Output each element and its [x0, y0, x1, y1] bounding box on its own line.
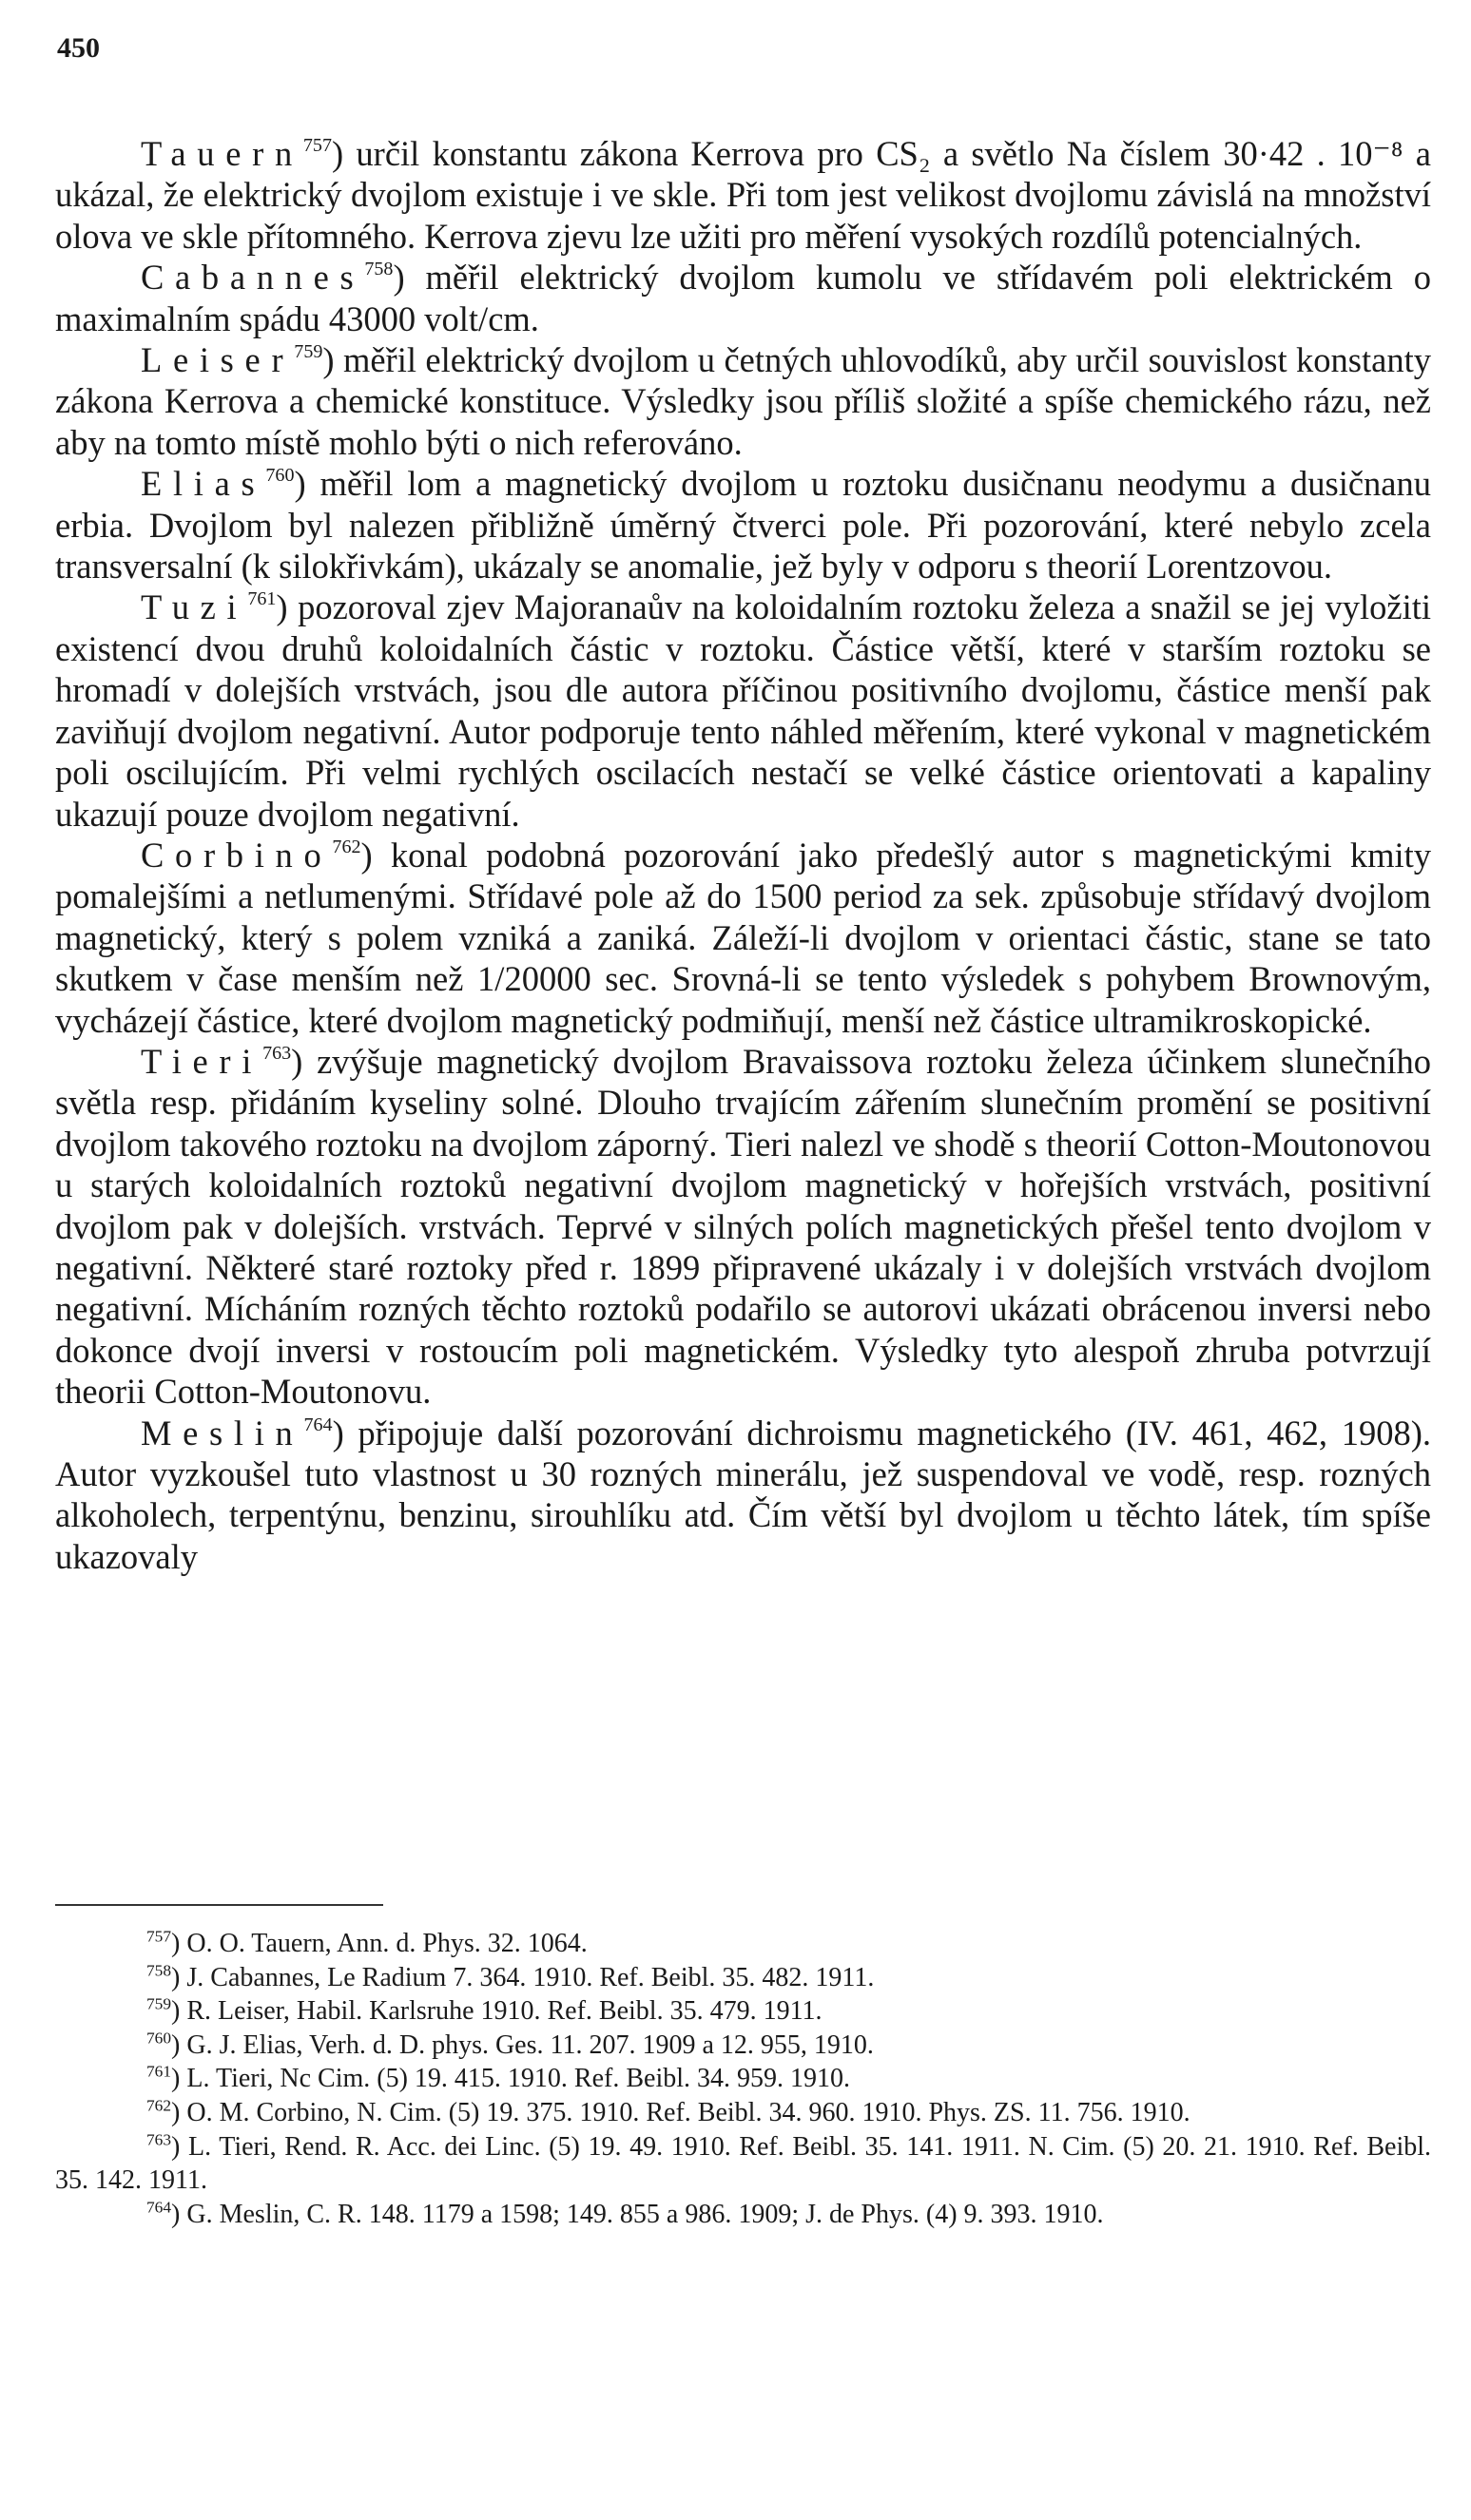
footnote-759: $^{759}$) R. Leiser, Habil. Karlsruhe 1910. Ref. Beibl. 35. 479. 1911.: [146, 1994, 823, 2027]
paragraph-text: ) pozoroval zjev Majoranaův na koloidalním roztoku železa a snažil se jej vyložiti existencí dvou druhů koloidalních částic v roztoku. Částice větší, které v starším roztoku se hromadí v dolejších vrstvách, jsou dle autora příčinou positivního dvojlomu, částice menší pak zaviňují dvojlom negativní. Autor podporuje tento náhled měřením, které vykonal v magnetickém poli oscilujícím. Při velmi rychlých oscilacích nestačí se velké částice orientovati a kapaliny ukazují pouze dvojlom negativní.: [55, 587, 1431, 834]
footnote-ref: 763: [262, 1042, 292, 1064]
paragraph-tieri: [55, 1041, 1431, 1413]
paragraph-text: ) zvýšuje magnetický dvojlom Bravaissova roztoku železa účinkem slunečního světla resp. přidáním kyseliny solné. Dlouho trvajícím zářením slunečním promění se positivní dvojlom takového roztoku na dvojlom záporný. Tieri nalezl ve shodě s theorií Cotton-Moutonovou u starých koloidalních roztoků negativní dvojlom magnetický v hořejších vrstvách, positivní dvojlom pak v dolejších. vrstvách. Teprvé v silných polích magnetických přešel tento dvojlom v negativní. Některé staré roztoky před r. 1899 připravené ukázaly i v dolejších vrstvách dvojlom negativní. Mícháním rozných těchto roztoků podařilo se autorovi ukázati obrácenou inversi nebo dokonce dvojí inversi v rostoucím poli magnetickém. Výsledky tyto alespoň zhruba potvrzují theorii Cotton-Moutonovu.: [55, 1041, 1431, 1412]
paragraph-leiser: [55, 339, 1431, 463]
paragraph-text: ) konal podobná pozorování jako předešlý autor s magnetickými kmity pomalejšími a netlumenými. Střídavé pole až do 1500 period za sek. způsobuje střídavý dvojlom magnetický, který s polem vzniká a zaniká. Záleží-li dvojlom v orientaci částic, stane se tato skutkem v čase menším než 1/20000 sec. Srovná-li se tento výsledek s pohybem Brownovým, vycházejí částice, které dvojlom magnetický podmiňují, menší než částice ultramikroskopické.: [55, 835, 1431, 1040]
footnote-763: $^{763}$) L. Tieri, Rend. R. Acc. dei Linc. (5) 19. 49. 1910. Ref. Beibl. 35. 141. 1911. N. Cim. (5) 20. 21. 1910. Ref. Beibl. 35. 142. 1911.: [55, 2130, 1432, 2196]
footnote-text: L. Tieri, Nc Cim. (5) 19. 415. 1910. Ref. Beibl. 34. 959. 1910.: [186, 2064, 851, 2094]
paragraph-text: ) měřil elektrický dvojlom kumolu ve střídavém poli elektrickém o maximalním spádu 43000 volt/cm.: [55, 258, 1431, 338]
page-number: 450: [57, 32, 100, 64]
footnote-text: O. O. Tauern, Ann. d. Phys. 32. 1064.: [186, 1929, 588, 1958]
footnote-number: 762: [146, 2096, 172, 2115]
author-name: Elias: [141, 464, 266, 504]
footnote-ref: 764: [303, 1414, 333, 1435]
footnote-ref: 758: [364, 259, 394, 280]
footnote-762: $^{762}$) O. M. Corbino, N. Cim. (5) 19. 375. 1910. Ref. Beibl. 34. 960. 1910. Phys. ZS. 11. 756. 1910.: [146, 2096, 1190, 2127]
author-name: Tieri: [141, 1041, 263, 1081]
author-name: Meslin: [141, 1413, 304, 1452]
footnote-761: $^{761}$) L. Tieri, Nc Cim. (5) 19. 415. 1910. Ref. Beibl. 34. 959. 1910.: [146, 2062, 851, 2094]
footnote-764: $^{764}$) G. Meslin, C. R. 148. 1179 a 1598; 149. 855 a 986. 1909; J. de Phys. (4) 9. 393. 1910.: [146, 2198, 1104, 2229]
footnote-758: $^{758}$) J. Cabannes, Le Radium 7. 364. 1910. Ref. Beibl. 35. 482. 1911.: [146, 1961, 875, 1992]
footnote-number: 759: [146, 1994, 172, 2013]
footnote-number: 764: [146, 2198, 172, 2217]
author-name: Tauern: [141, 134, 303, 173]
paragraph-meslin: [55, 1413, 1431, 1578]
footnote-text: R. Leiser, Habil. Karlsruhe 1910. Ref. Beibl. 35. 479. 1911.: [186, 1996, 823, 2027]
paragraph-tauern: [55, 133, 1431, 257]
author-name: Tuzi: [141, 587, 248, 627]
paragraph-text: ) připojuje další pozorování dichroismu magnetického (IV. 461, 462, 1908). Autor vyzkoušel tuto vlastnost u 30 rozných minerálu, jež suspendoval ve vodě, resp. rozných alkoholech, terpentýnu, benzinu, sirouhlíku atd. Čím větší byl dvojlom u těchto látek, tím spíše ukazovaly: [55, 1413, 1431, 1576]
footnote-ref: 757: [302, 134, 332, 156]
footnote-ref: 761: [247, 588, 277, 610]
footnote-text: J. Cabannes, Le Radium 7. 364. 1910. Ref. Beibl. 35. 482. 1911.: [186, 1962, 875, 1992]
footnotes: [55, 1927, 1431, 2231]
paragraph-corbino: [55, 835, 1431, 1041]
author-name: Cabannes: [141, 258, 365, 298]
footnote-ref: 759: [294, 340, 323, 362]
paragraph-elias: [55, 463, 1431, 587]
footnote-text: G. Meslin, C. R. 148. 1179 a 1598; 149. 855 a 986. 1909; J. de Phys. (4) 9. 393. 1910.: [186, 2199, 1104, 2229]
body-text: [55, 133, 1431, 1577]
footnote-text: G. J. Elias, Verh. d. D. phys. Ges. 11. 207. 1909 a 12. 955, 1910.: [186, 2029, 874, 2060]
footnote-number: 763: [146, 2130, 172, 2149]
footnote-text: L. Tieri, Rend. R. Acc. dei Linc. (5) 19. 49. 1910. Ref. Beibl. 35. 141. 1911. N. Cim. (5) 20. 21. 1910. Ref. Beibl. 35. 142. 1911.: [55, 2131, 1432, 2196]
footnote-text: O. M. Corbino, N. Cim. (5) 19. 375. 1910. Ref. Beibl. 34. 960. 1910. Phys. ZS. 11. 756. 1910.: [186, 2097, 1190, 2127]
footnote-ref: 760: [265, 465, 295, 487]
footnote-757: $^{757}$) O. O. Tauern, Ann. d. Phys. 32. 1064.: [146, 1927, 588, 1958]
paragraph-text: ) měřil lom a magnetický dvojlom u roztoku dusičnanu neodymu a dusičnanu erbia. Dvojlom byl nalezen přibližně úměrný čtverci pole. Při pozorování, které nebylo zcela transversalní (k silokřivkám), ukázaly se anomalie, jež byly v odporu s theorií Lorentzovou.: [55, 464, 1431, 587]
footnote-divider: [55, 1904, 383, 1906]
author-name: Leiser: [141, 340, 295, 380]
footnote-number: 761: [146, 2062, 172, 2081]
footnote-number: 758: [146, 1961, 172, 1980]
author-name: Corbino: [141, 835, 333, 875]
footnote-number: 760: [146, 2029, 172, 2048]
paragraph-cabannes: [55, 257, 1431, 339]
paragraph-text: ) určil konstantu zákona Kerrova pro CS₂ a světlo Na číslem 30·42 . 10⁻⁸ a ukázal, že elektrický dvojlom existuje i ve skle. Při tom jest velikost dvojlomu závislá na množství olova ve skle přítomného. Kerrova zjevu lze užiti pro měření vysokých rozdílů potencialných.: [55, 134, 1431, 256]
footnote-760: $^{760}$) G. J. Elias, Verh. d. D. phys. Ges. 11. 207. 1909 a 12. 955, 1910.: [146, 2029, 874, 2060]
footnote-ref: 762: [332, 836, 361, 857]
paragraph-text: ) měřil elektrický dvojlom u četných uhlovodíků, aby určil souvislost konstanty zákona Kerrova a chemické konstituce. Výsledky jsou příliš složité a spíše chemického rázu, než aby na tomto místě mohlo býti o nich referováno.: [55, 340, 1431, 462]
footnote-number: 757: [146, 1927, 172, 1946]
paragraph-tuzi: [55, 587, 1431, 834]
